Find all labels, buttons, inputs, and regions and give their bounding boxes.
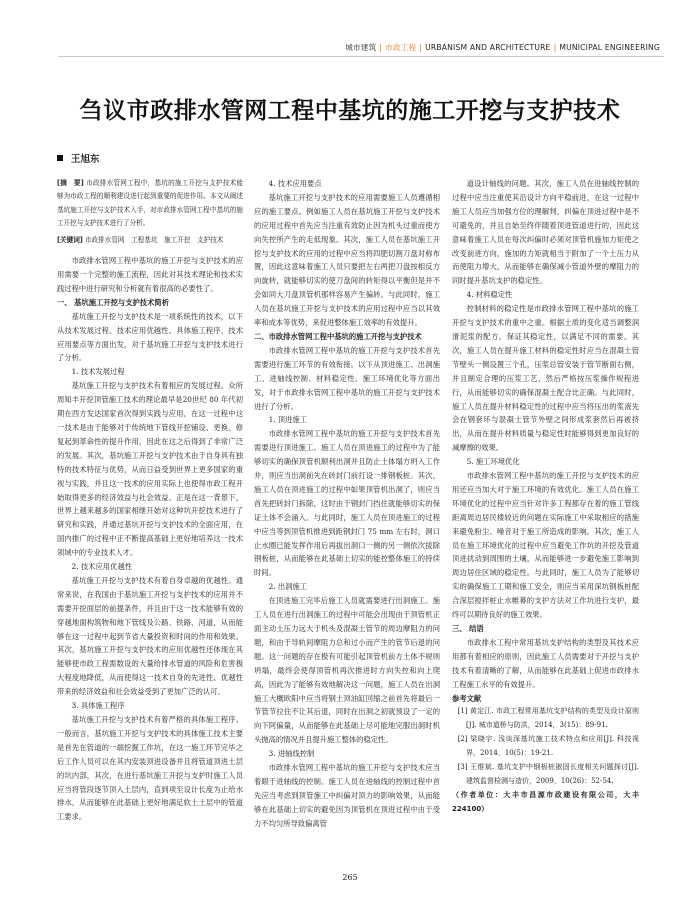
header-rule — [58, 56, 664, 57]
header-category-2: 市政工程 — [385, 43, 417, 52]
square-bullet-icon — [57, 155, 63, 161]
page-number: 265 — [342, 873, 358, 882]
paragraph: 市政排水管网工程中基坑的施工开挖与支护技术应当着眼于进轴线的控制。施工人员在进轴线的控制过程中首先应当考虑到顶管施工中纠偏对顶力的影响效果，从而能够在此基础上切实的避免因为顶管机在顶进过程中由于受力不均匀所导致偏离管 — [254, 763, 440, 828]
header-category-3: URBANISM AND ARCHITECTURE — [425, 43, 551, 52]
subsection-heading: 3. 具体施工程序 — [71, 701, 125, 711]
paragraph: 基坑施工开挖与支护技术有着自身卓越的优越性。通常来说，在我国由于基坑施工开挖与支护技术的应用并不需要开挖面层的前提条件，并且由于这一技术能够有效的穿越地面构筑物和地下管线及公路、铁路、河道，从而能够在这一过程中起到节省大量投资和时间的作用和效果。其次，基坑施工开挖与支护技术的应用优越性还体现在其能够使市政工程需数设的大量给排水管道的风险和危害极大程度地降低，从而使得这一技术自身的先进性、优越性带来的经济效益和社会效益受到了更加广泛的认可。 — [57, 575, 243, 697]
paragraph: 市政排水管网工程中基坑的施工开挖与支护技术的应用还应当加大对于施工环境的有效优化。施工人员在施工环境优化的过程中应当针对许多工程都存在着的施工管线距离周边居民楼较近的问题在实际施工中采取相应的措施来避免粉尘、噪音对于施工所造成的影响。其次，施工人员在施工环境优化的过程中应当避免工作坑的开挖及管道顶进扰动到周围的土壤，从而能够进一步避免施工影响到周边居住区域的稳定性。与此同时，施工人员为了能够切实的确保施工工期和施工安全，则应当采用深坑钢板桩配合深层搅拌桩止水帷幕的支护方法对工作坑进行支护，最终可以期待良好的施工效果。 — [452, 471, 639, 620]
section-heading: 三、 结语 — [452, 624, 484, 633]
keywords — [57, 234, 243, 248]
subsection-heading: 4. 技术应用要点 — [268, 179, 322, 188]
references-heading: 参考文献 — [452, 693, 482, 703]
author-name: 王旭东 — [71, 154, 100, 165]
subsection-heading: 2. 出洞施工 — [268, 582, 308, 592]
paragraph: 市政排水管网工程中基坑的施工开挖与支护技术首先需要进行顶进施工。施工人员在顶进施工的过程中为了能够切实的确保顶管机顺利出洞并且防止土体塌方坍入工作井，则应当出洞前先在砖封门前打设一排钢板桩。其次，施工人员在顶进施工的过程中如果顶管机出洞了，则应当首先把砖封门拆除，这时由于钢封门挡住就能够切实的保证土体不会涌入。与此同时，施工人员在顶进施工的过程中应当等到顶管机推进到距钢封门 75 mm 左右时，洞口止水圈已能发挥作用后再拔出洞口一侧的另一侧依次拔除钢板桩，从而能够在此基础上切实的能控整体施工的持续时间。 — [254, 429, 440, 578]
header-separator: | — [553, 43, 557, 52]
article-title: 刍议市政排水管网工程中基坑的施工开挖与支护技术 — [79, 98, 621, 124]
paragraph: 市政排水管网工程中基坑的施工开挖与支护技术的应用需要一个完整的施工流程，因此对其技术理论和技术实践过程中进行研究和分析就有着很高的必要性了。 — [57, 256, 243, 293]
keywords-text: 市政排水管网 工程基坑 施工开挖 支护技术 — [84, 236, 224, 245]
column-2 — [254, 177, 440, 831]
paragraph: 在顶进施工完毕后施工人员就需要进行出洞施工。施工人员在进行出洞施工的过程中可能会出现由于顶管机正面主动土压力远大于机头及混凝土管节的周边摩阻力的问题，和由于导轨间摩阻力总和过小而产生的管节后退的问题。这一问题的存在极有可能引起顶管机前方土体不规则坍塌，最终会使得顶管机再次推进时方向失控和向上爬高，因此为了能够有效地解决这一问题，施工人员在出洞施工大概欧阳中应当将钢土顶油缸回缩之前首先将最后一节管节拉住不让其后退，同时在出洞之初就预设了一定的向下阿偏量，从而能够在此基础上尽可能地完服出洞时机头抛高的情况并且提升施工整体的稳定性。 — [254, 596, 440, 745]
paragraph: 基坑施工开挖与支护技术是一项系统性的技术，以下从技术发展过程、技术应用优越性、具体施工程序、技术应用要点等方面出发，对于基坑施工开挖与支护技术进行了分析。 — [57, 311, 243, 363]
subsection-heading: 4. 材料稳定性 — [466, 290, 513, 300]
author-affiliation: （作者单位：大丰市昌源市政建设有限公司，大丰 224100） — [452, 790, 639, 813]
paragraph: 基坑施工开挖与支护技术有着严格的具体施工程序。一般而言，基坑施工开挖与支护技术的具体施工技术主要是首先在管道的一端挖掘工作坑，在这一施工环节完毕之后工作人员可以在其内安装顶进设备并且将管道顶进土层的坑内部，其次，在进行基坑施工开挖与支护时施工人员应当将管段逐节顶入土层内，直到项至设计长度为止给水排水，从而能够在此基础上更好地满足软土土层中的管道工要求。 — [57, 715, 243, 822]
column-3 — [452, 177, 639, 817]
header-category-4: MUNICIPAL ENGINEERING — [559, 43, 660, 52]
header-category-1: 城市建筑 — [345, 43, 377, 52]
running-header — [345, 42, 660, 53]
header-separator: | — [379, 43, 383, 52]
abstract-label: [摘 要] — [57, 179, 84, 187]
paragraph: 基坑施工开挖与支护技术有着相应的发展过程。众所周知丰开挖顶管施工技术的理论最早是20世纪 80 年代初期在西方发达国家首次得到实践与应用，在这一过程中这一技术是由于能够对于传统地下管线开挖铺设、更换、修复起到革命性的提升作用，因此在这之后得到了非常广泛的发展。其次，基坑施工开挖与支护技术由于自身具有独特的技术特征与优势，从而日益受到世界上更多国家的重视与实践，并且这一技术的应用实际上也使得市政工程开始取得更多的经济效益与社会效益。正是在这一背景下，世界上越来越多的国家相继开始对这种坑开挖技术进行了研究和实践，并通过基坑开挖与支护技术的全面应用，在国内推广的过程中正不断提高基础上更好地培养这一技术领域中的专业技术人才。 — [57, 381, 243, 558]
reference-item: [1] 黄定江. 市政工程常用基坑支护结构的类型及设计原则[J]. 城市道桥与防洪，2014，3(15)：89-91. — [457, 707, 639, 730]
section-heading: 二、市政排水管网工程中基坑的施工开挖与支护技术 — [254, 331, 422, 341]
header-separator: | — [419, 43, 423, 52]
author-line — [57, 151, 100, 165]
paragraph: 基坑施工开挖与支护技术的应用需要施工人员遵循相应的施工要点。例如施工人员在基坑施工开挖与支护技术的应用过程中首先应当注重有效防止因为机头过重而使方向失控所产生的走低现象。其次，施工人员在基坑施工开挖与支护技术的应用的过程中应当将四肥切割刀盘对称布置，因此这意味着施工人员只要把左右两把刀盘按相反方向旋转，就能够切实的使刀盘间的转矩得以平衡但是并不会如同大刀盘顶管机那样容易产生偏转。与此同时，施工人员在基坑施工开挖与支护技术的应用过程中应当以其效率和成本等优势，来促进整体施工效率的有效提升。 — [254, 192, 440, 328]
keywords-label: [关键词] — [57, 236, 83, 245]
subsection-heading: 1. 顶进施工 — [268, 415, 308, 425]
subsection-heading: 2. 技术应用优越性 — [71, 562, 132, 572]
reference-item: [2] 梁晓宇. 浅谈深基坑施工技术特点和应用[J]. 科技视界，2014，10(5)：19-21. — [457, 735, 639, 758]
abstract-text: 市政排水管网工程中，基坑的施工开挖与支护技术能够为市政工程的顺利建设进行起到重要的促进作用。本文从阐述基坑施工开挖与支护技术入手，对市政排水管网工程中基坑的施工开挖与支护技术进行了分析。 — [57, 179, 243, 227]
abstract — [57, 177, 243, 230]
subsection-heading: 3. 进轴线控制 — [268, 749, 315, 759]
paragraph: 市政排水管网工程中基坑的施工开挖与支护技术首先需要进行施工环节的有效衔接。以下从顶进施工、出洞施工、进轴线控制、材料稳定性、施工环境优化等方面出发，对于市政排水管网工程中基坑的施工开挖与支护技术进行了分析。 — [254, 345, 440, 411]
column-1 — [57, 177, 243, 824]
paragraph: 道设计轴线的问题。其次，施工人员在进轴线控制的过程中应当注重使其沿设计方向平稳前进，在这一过程中施工人员应当加强方位的理解判，纠偏在顶进过程中是不可避免的，并且自始至终伴随着顶进管道进行的，因此这意味着施工人员在每次纠偏时必须对顶管机施加力矩使之改变前进方向，施加的力矩就相当于附加了一个土压力从而使阻力增大，从而能够在确保减小管道外壁的摩阻力的同时提升基坑支护的稳定性。 — [452, 179, 639, 286]
section-heading: 一、 基坑施工开挖与支护技术简析 — [57, 297, 169, 307]
subsection-heading: 1. 技术发展过程 — [71, 367, 125, 377]
reference-item: [3] 王维斌. 基坑支护中钢板桩嵌固长度相关问题探讨[J]. 建筑监督检测与造价，2009，10(26)：52-54. — [457, 763, 639, 785]
paragraph: 控制材料的稳定性是市政排水管网工程中基坑的施工开挖与支护技术的重中之重。根据土质的变化适当调整润滑泥浆的配方，保证其稳定性，以满足不同的需要。其次，施工人员在提升施工材料的稳定性时应当在混凝土管节壁头一侧设置三个孔，压浆总管安装于管节断面右侧，并且制定合理的压浆工艺，然后严格按压浆操作规程进行，从而能够切实的确保混凝土配合比正确。与此同时，施工人员在提升材料稳定性的过程中应当将压出的浆液先会在钢套环与混凝土管节外壁之间形成浆套然后再被挤出，从而在提升材料质量与稳定性时能够得到更加良好的减摩擦的效果。 — [452, 304, 639, 453]
paragraph: 市政排水工程中常用基坑支护结构的类型及其技术应用都有着相应的原则，因此施工人员需要对于开挖与支护技术有着清晰的了解，从而能够在此基础上促进市政排水工程施工水平的有效提升。 — [452, 637, 639, 689]
subsection-heading: 5. 施工环境优化 — [466, 457, 520, 467]
